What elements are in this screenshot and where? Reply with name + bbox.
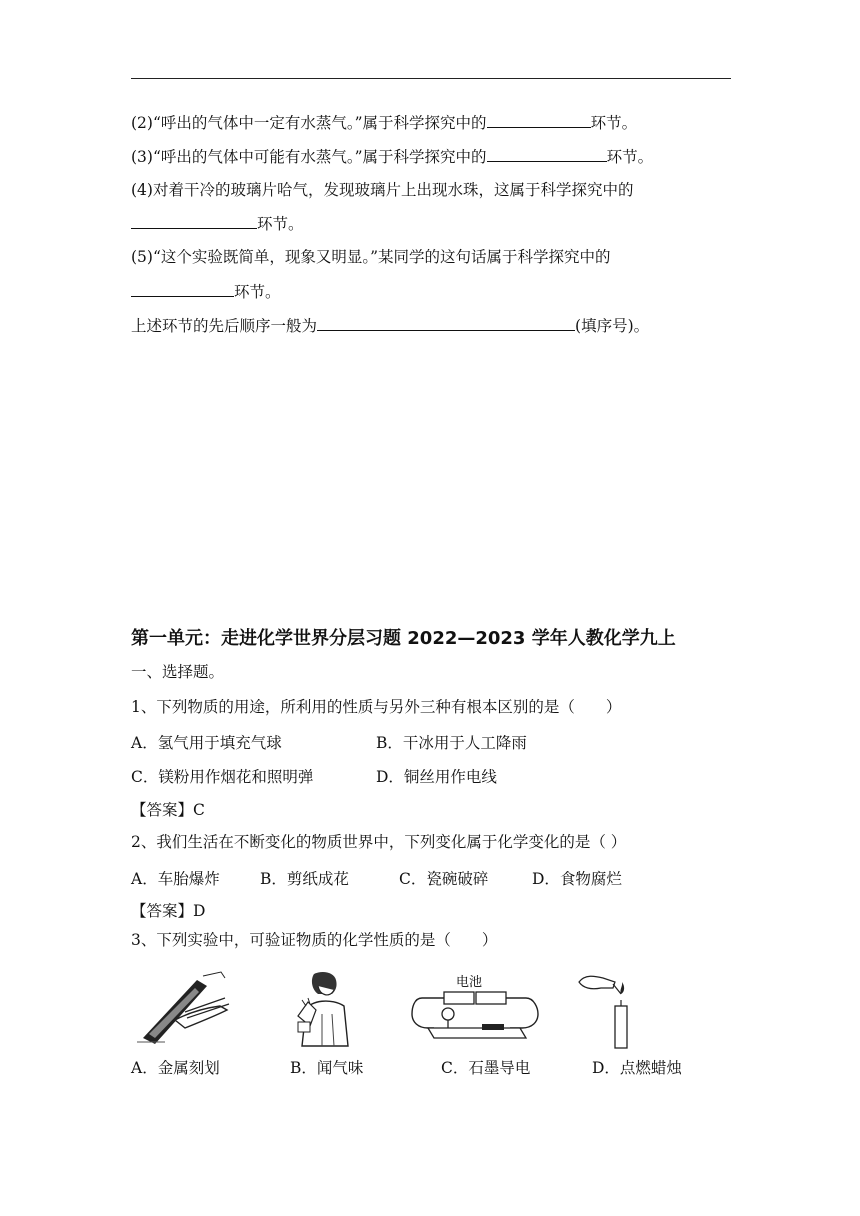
q1-option-d: D．铜丝用作电线: [376, 768, 497, 786]
q3-option-c: C．石墨导电: [441, 1059, 531, 1077]
q1-option-b: B．干冰用于人工降雨: [376, 734, 527, 752]
candle-figure: [575, 964, 645, 1052]
q5-blank: [131, 281, 234, 297]
q2-option-a: A．车胎爆炸: [131, 870, 220, 888]
q2-option-d: D．食物腐烂: [532, 870, 622, 888]
question-2-stem: 2、我们生活在不断变化的物质世界中，下列变化属于化学变化的是（ ）: [131, 833, 627, 851]
q4-suffix: 环节。: [257, 215, 304, 233]
q4-line2: [131, 213, 304, 234]
order-suffix: (填序号)。: [575, 317, 650, 335]
q3-option-a: A．金属刻划: [131, 1059, 220, 1077]
order-line: [131, 315, 649, 336]
q3-line: [131, 146, 653, 167]
q5-suffix: 环节。: [234, 283, 281, 301]
q2-answer: 【答案】D: [131, 902, 206, 920]
graphite-circuit-figure: [410, 972, 540, 1048]
q2-option-b: B．剪纸成花: [260, 870, 349, 888]
q4-line1: (4)对着干冷的玻璃片哈气，发现玻璃片上出现水珠，这属于科学探究中的: [131, 181, 634, 199]
q2-option-c: C．瓷碗破碎: [399, 870, 489, 888]
q3-text: (3)“呼出的气体中可能有水蒸气。”属于科学探究中的: [131, 148, 487, 166]
q1-option-a: A．氢气用于填充气球: [131, 734, 282, 752]
q2-suffix: 环节。: [590, 114, 638, 132]
section-heading: 一、选择题。: [131, 663, 225, 681]
q3-option-d: D．点燃蜡烛: [592, 1059, 682, 1077]
q1-answer: 【答案】C: [131, 801, 205, 819]
header-rule: [131, 78, 731, 79]
q5-line1: (5)“这个实验既简单，现象又明显。”某同学的这句话属于科学探究中的: [131, 248, 611, 266]
q4-blank: [131, 213, 257, 229]
order-blank: [317, 315, 575, 331]
smelling-figure: [292, 970, 356, 1050]
q3-blank: [487, 146, 607, 162]
q1-option-c: C．镁粉用作烟花和照明弹: [131, 768, 314, 786]
question-1-stem: 1、下列物质的用途，所利用的性质与另外三种有根本区别的是（ ）: [131, 698, 622, 716]
question-3-stem: 3、下列实验中，可验证物质的化学性质的是（ ）: [131, 931, 498, 949]
q2-blank: [487, 112, 591, 128]
order-text: 上述环节的先后顺序一般为: [131, 317, 318, 335]
q2-line: [131, 112, 637, 133]
page-title: 第一单元：走进化学世界分层习题 2022—2023 学年人教化学九上: [131, 628, 676, 649]
metal-scratch-figure: [135, 968, 235, 1046]
q3-option-b: B．闻气味: [290, 1059, 364, 1077]
q2-text: (2)“呼出的气体中一定有水蒸气。”属于科学探究中的: [131, 114, 487, 132]
battery-label: 电池: [456, 975, 483, 990]
q3-suffix: 环节。: [606, 148, 654, 166]
q5-line2: [131, 281, 281, 302]
